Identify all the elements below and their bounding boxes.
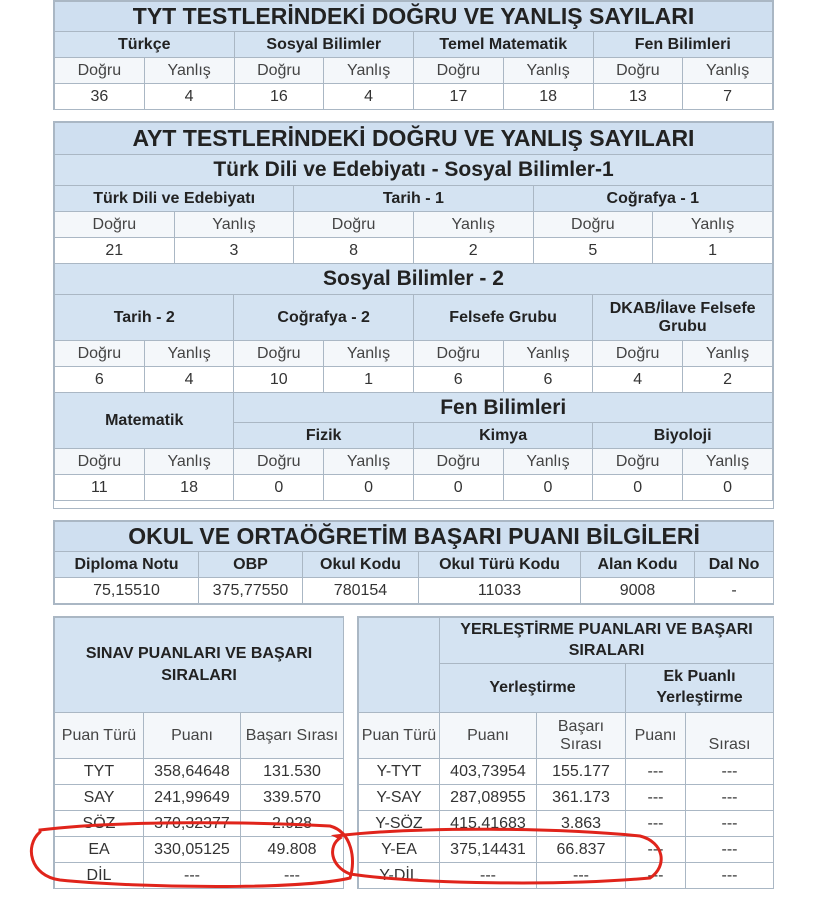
ayt-yanlis-label: Yanlış	[683, 449, 773, 475]
tyt-sosyal-yanlis: 4	[324, 84, 414, 110]
ayt-dogru-label: Doğru	[294, 212, 414, 238]
sinav-tur: SAY	[55, 785, 144, 811]
yerlestirme-sira: 3.863	[537, 811, 626, 837]
tyt-turkce-yanlis: 4	[144, 84, 234, 110]
yerlestirme-puan: 287,08955	[440, 785, 537, 811]
tyt-turkce-dogru: 36	[55, 84, 145, 110]
ayt-tde-dogru: 21	[55, 238, 175, 264]
ek-sira: ---	[686, 837, 774, 863]
table-row	[55, 811, 344, 837]
tyt-temel-mat-dogru: 17	[414, 84, 504, 110]
tyt-fen-yanlis: 7	[683, 84, 773, 110]
ayt-cografya2-yanlis: 1	[324, 367, 414, 393]
ayt-subject-biyoloji: Biyoloji	[593, 423, 773, 449]
table-row	[359, 785, 774, 811]
ek-sira: ---	[686, 811, 774, 837]
ayt-subject-kimya: Kimya	[413, 423, 592, 449]
ek-puan: ---	[626, 785, 686, 811]
sinav-header-tur: Puan Türü	[55, 713, 144, 759]
sinav-tur: TYT	[55, 759, 144, 785]
tyt-yanlis-label: Yanlış	[503, 58, 593, 84]
ek-puanli-group: Ek Puanlı Yerleştirme	[626, 664, 774, 713]
sinav-puan: 370,32377	[144, 811, 241, 837]
ek-sira: ---	[686, 785, 774, 811]
obp-header-alan-kodu: Alan Kodu	[581, 552, 695, 578]
yerlestirme-header-tur: Puan Türü	[359, 713, 440, 759]
sinav-title: SINAV PUANLARI VE BAŞARI SIRALARI	[55, 618, 344, 713]
ayt-biyoloji-yanlis: 0	[683, 475, 773, 501]
yerlestirme-puan: ---	[440, 863, 537, 889]
sinav-tur: DİL	[55, 863, 144, 889]
yerlestirme-corner	[359, 618, 440, 713]
sinav-header-sira: Başarı Sırası	[241, 713, 344, 759]
obp-okul-kodu-value: 780154	[303, 578, 419, 604]
table-row	[55, 759, 344, 785]
ek-sira: ---	[686, 759, 774, 785]
ek-puan: ---	[626, 759, 686, 785]
table-row	[55, 837, 344, 863]
ayt-sb2-title: Sosyal Bilimler - 2	[55, 264, 773, 295]
ayt-kimya-yanlis: 0	[503, 475, 593, 501]
obp-title: OKUL VE ORTAÖĞRETİM BAŞARI PUANI BİLGİLERİ	[55, 522, 774, 552]
ayt-yanlis-label: Yanlış	[683, 341, 773, 367]
tyt-sosyal-dogru: 16	[234, 84, 324, 110]
ayt-kimya-dogru: 0	[413, 475, 503, 501]
ayt-dkab-dogru: 4	[593, 367, 683, 393]
ayt-dogru-label: Doğru	[413, 449, 503, 475]
ek-header-puan: Puanı	[626, 713, 686, 759]
obp-header-okul-turu: Okul Türü Kodu	[419, 552, 581, 578]
tyt-subject-fen: Fen Bilimleri	[593, 32, 773, 58]
ayt-yanlis-label: Yanlış	[413, 212, 533, 238]
sinav-puan: ---	[144, 863, 241, 889]
table-row	[359, 811, 774, 837]
obp-header-okul-kodu: Okul Kodu	[303, 552, 419, 578]
ayt-dkab-yanlis: 2	[683, 367, 773, 393]
yerlestirme-tur: Y-TYT	[359, 759, 440, 785]
ayt-yanlis-label: Yanlış	[324, 341, 414, 367]
obp-header-diploma: Diploma Notu	[55, 552, 199, 578]
yerlestirme-sira: 66.837	[537, 837, 626, 863]
obp-okul-turu-value: 11033	[419, 578, 581, 604]
tyt-table	[53, 0, 774, 110]
ayt-dogru-label: Doğru	[533, 212, 653, 238]
ayt-subject-cografya1: Coğrafya - 1	[533, 186, 773, 212]
ayt-table	[53, 121, 774, 509]
ayt-yanlis-label: Yanlış	[503, 341, 593, 367]
ayt-dogru-label: Doğru	[234, 341, 324, 367]
tyt-subject-temel-mat: Temel Matematik	[414, 32, 594, 58]
sinav-sira: 339.570	[241, 785, 344, 811]
ayt-biyoloji-dogru: 0	[593, 475, 683, 501]
obp-dal-no-value: -	[695, 578, 774, 604]
yerlestirme-header-puan: Puanı	[440, 713, 537, 759]
obp-obp-value: 375,77550	[199, 578, 303, 604]
ayt-mat-dogru: 11	[55, 475, 145, 501]
ayt-felsefe-yanlis: 6	[503, 367, 593, 393]
yerlestirme-sira: 155.177	[537, 759, 626, 785]
yerlestirme-puan: 415,41683	[440, 811, 537, 837]
sinav-table	[53, 616, 344, 889]
ayt-mat-yanlis: 18	[144, 475, 234, 501]
ayt-fizik-dogru: 0	[234, 475, 324, 501]
yerlestirme-group: Yerleştirme	[440, 664, 626, 713]
ayt-fen-title: Fen Bilimleri	[234, 393, 773, 423]
ayt-yanlis-label: Yanlış	[174, 212, 294, 238]
yerlestirme-table	[357, 616, 774, 889]
ayt-dogru-label: Doğru	[55, 212, 175, 238]
tyt-yanlis-label: Yanlış	[144, 58, 234, 84]
ayt-tde-yanlis: 3	[174, 238, 294, 264]
ayt-subject-felsefe: Felsefe Grubu	[413, 295, 592, 341]
ayt-dogru-label: Doğru	[234, 449, 324, 475]
ayt-tarih1-dogru: 8	[294, 238, 414, 264]
ayt-title: AYT TESTLERİNDEKİ DOĞRU VE YANLIŞ SAYILARI	[55, 123, 773, 155]
yerlestirme-tur: Y-DİL	[359, 863, 440, 889]
sinav-sira: 49.808	[241, 837, 344, 863]
obp-alan-kodu-value: 9008	[581, 578, 695, 604]
obp-header-obp: OBP	[199, 552, 303, 578]
ayt-tarih2-dogru: 6	[55, 367, 145, 393]
ayt-dogru-label: Doğru	[593, 341, 683, 367]
ayt-tarih2-yanlis: 4	[144, 367, 234, 393]
yerlestirme-tur: Y-SAY	[359, 785, 440, 811]
ayt-yanlis-label: Yanlış	[503, 449, 593, 475]
table-row	[359, 837, 774, 863]
sinav-sira: 131.530	[241, 759, 344, 785]
ayt-dogru-label: Doğru	[55, 341, 145, 367]
ek-sira: ---	[686, 863, 774, 889]
ayt-sb1-title: Türk Dili ve Edebiyatı - Sosyal Bilimler-1	[55, 155, 773, 186]
tyt-dogru-label: Doğru	[593, 58, 683, 84]
yerlestirme-tur: Y-SÖZ	[359, 811, 440, 837]
tyt-dogru-label: Doğru	[55, 58, 145, 84]
ayt-yanlis-label: Yanlış	[324, 449, 414, 475]
yerlestirme-puan: 375,14431	[440, 837, 537, 863]
sinav-puan: 330,05125	[144, 837, 241, 863]
yerlestirme-tur: Y-EA	[359, 837, 440, 863]
ayt-subject-fizik: Fizik	[234, 423, 413, 449]
ayt-yanlis-label: Yanlış	[144, 449, 234, 475]
tyt-yanlis-label: Yanlış	[683, 58, 773, 84]
ayt-subject-tde: Türk Dili ve Edebiyatı	[55, 186, 294, 212]
ayt-cografya2-dogru: 10	[234, 367, 324, 393]
ayt-subject-dkab: DKAB/İlave Felsefe Grubu	[593, 295, 773, 341]
tyt-subject-sosyal: Sosyal Bilimler	[234, 32, 414, 58]
ayt-subject-tarih1: Tarih - 1	[294, 186, 533, 212]
tyt-yanlis-label: Yanlış	[324, 58, 414, 84]
ek-puan: ---	[626, 837, 686, 863]
ayt-dogru-label: Doğru	[55, 449, 145, 475]
obp-diploma-value: 75,15510	[55, 578, 199, 604]
ayt-subject-cografya2: Coğrafya - 2	[234, 295, 413, 341]
ayt-tarih1-yanlis: 2	[413, 238, 533, 264]
table-row	[359, 759, 774, 785]
ayt-dogru-label: Doğru	[413, 341, 503, 367]
ayt-felsefe-dogru: 6	[413, 367, 503, 393]
sinav-tur: SÖZ	[55, 811, 144, 837]
obp-table	[53, 520, 774, 605]
ayt-cografya1-dogru: 5	[533, 238, 653, 264]
yerlestirme-sira: ---	[537, 863, 626, 889]
sinav-sira: ---	[241, 863, 344, 889]
ek-puan: ---	[626, 863, 686, 889]
yerlestirme-title: YERLEŞTİRME PUANLARI VE BAŞARI SIRALARI	[440, 618, 774, 664]
table-row	[55, 863, 344, 889]
tyt-subject-turkce: Türkçe	[55, 32, 235, 58]
ek-header-sira: Sırası	[686, 713, 774, 759]
sinav-header-puan: Puanı	[144, 713, 241, 759]
ayt-yanlis-label: Yanlış	[144, 341, 234, 367]
yerlestirme-sira: 361.173	[537, 785, 626, 811]
tyt-dogru-label: Doğru	[414, 58, 504, 84]
tyt-dogru-label: Doğru	[234, 58, 324, 84]
tyt-title: TYT TESTLERİNDEKİ DOĞRU VE YANLIŞ SAYILARI	[55, 2, 773, 32]
table-row	[359, 863, 774, 889]
obp-header-dal-no: Dal No	[695, 552, 774, 578]
ayt-fizik-yanlis: 0	[324, 475, 414, 501]
ayt-yanlis-label: Yanlış	[653, 212, 773, 238]
sinav-puan: 241,99649	[144, 785, 241, 811]
ayt-cografya1-yanlis: 1	[653, 238, 773, 264]
sinav-sira: 2.928	[241, 811, 344, 837]
ayt-dogru-label: Doğru	[593, 449, 683, 475]
yerlestirme-puan: 403,73954	[440, 759, 537, 785]
sinav-puan: 358,64648	[144, 759, 241, 785]
tyt-fen-dogru: 13	[593, 84, 683, 110]
sinav-tur: EA	[55, 837, 144, 863]
ek-puan: ---	[626, 811, 686, 837]
tyt-temel-mat-yanlis: 18	[503, 84, 593, 110]
ayt-subject-tarih2: Tarih - 2	[55, 295, 234, 341]
table-row	[55, 785, 344, 811]
yerlestirme-header-sira: Başarı Sırası	[537, 713, 626, 759]
ayt-subject-matematik: Matematik	[55, 393, 234, 449]
